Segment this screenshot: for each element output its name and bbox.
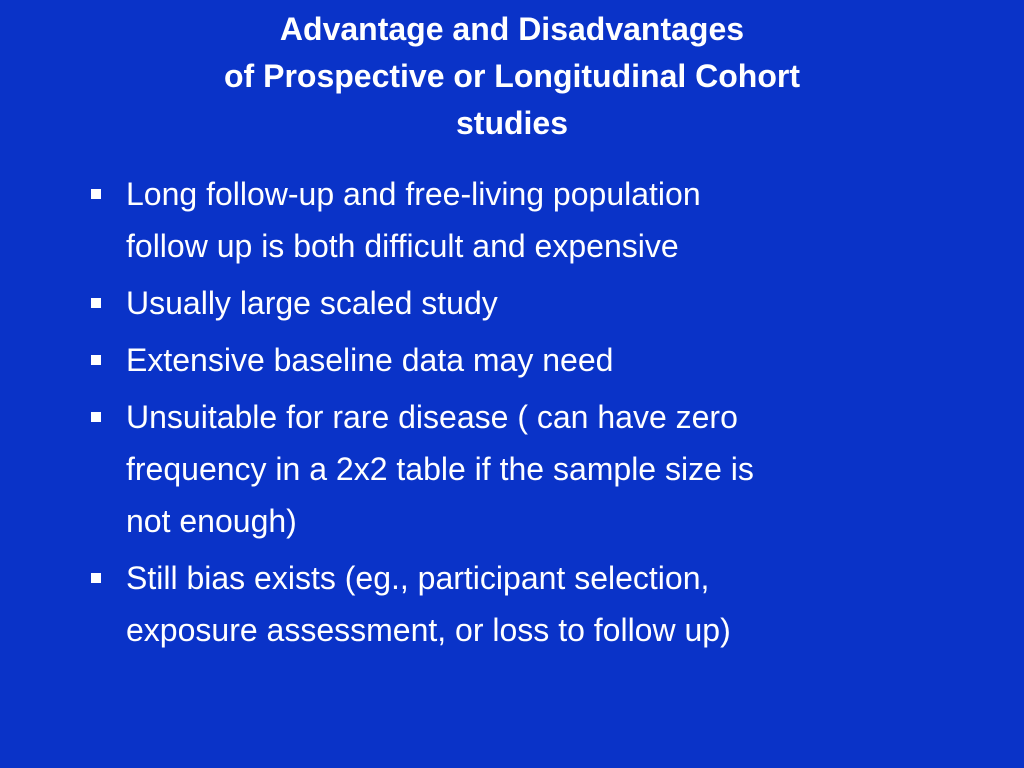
bullet-text [126,168,944,272]
bullet-item [84,552,944,656]
square-bullet-icon [91,412,101,422]
bullet-line: exposure assessment, or loss to follow up) [126,612,731,648]
bullet-text [126,334,944,386]
bullet-line: Usually large scaled study [126,285,498,321]
bullet-text [126,277,944,329]
bullet-line: Unsuitable for rare disease ( can have zero [126,399,738,435]
bullet-text [126,391,944,547]
square-bullet-icon [91,573,101,583]
slide-title-line: of Prospective or Longitudinal Cohort [224,58,800,94]
square-bullet-icon [91,355,101,365]
square-bullet-icon [91,189,101,199]
bullet-line: follow up is both difficult and expensive [126,228,679,264]
bullet-item [84,168,944,272]
bullet-line: Long follow-up and free-living population [126,176,701,212]
bullet-item [84,391,944,547]
bullet-item [84,334,944,386]
slide-title [0,6,1024,147]
bullet-list [84,168,944,661]
slide-title-line: studies [455,105,569,141]
bullet-item [84,277,944,329]
square-bullet-icon [91,298,101,308]
bullet-text [126,552,944,656]
bullet-line: not enough) [126,503,297,539]
slide-title-line: Advantage and Disadvantages [279,11,745,47]
bullet-line: Still bias exists (eg., participant selection, [126,560,710,596]
bullet-line: frequency in a 2x2 table if the sample size is [126,451,754,487]
bullet-line: Extensive baseline data may need [126,342,614,378]
